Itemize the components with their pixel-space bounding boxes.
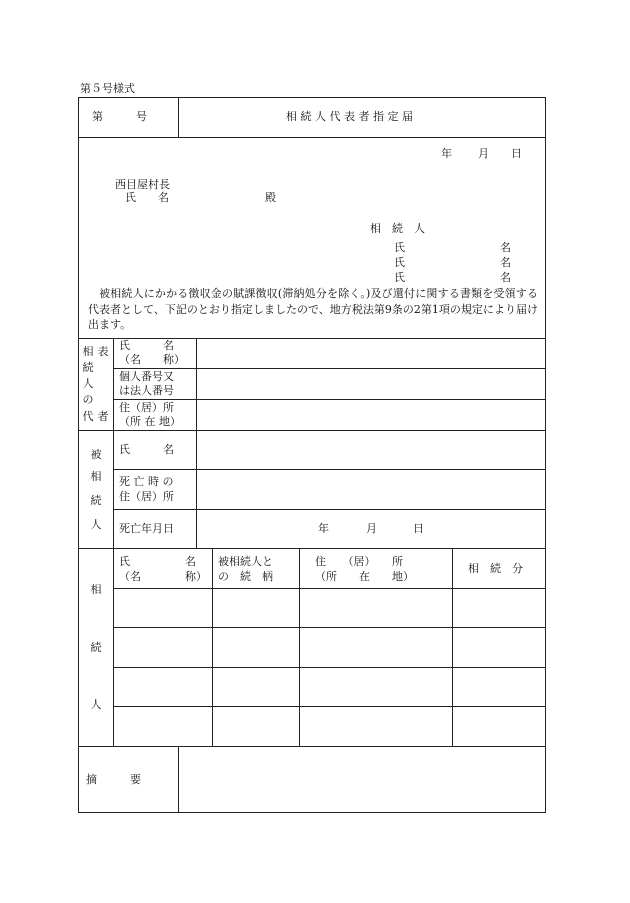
- date-day: 日: [511, 147, 522, 160]
- heirs-cell-name-r4[interactable]: [115, 708, 211, 745]
- heirs-group-label-2: 人: [90, 698, 102, 711]
- heirs-cell-relation-r3[interactable]: [214, 669, 298, 705]
- heirs-cell-relation-r2[interactable]: [214, 629, 298, 666]
- notification-body: 被相続人にかかる徴収金の賦課徴収(滞納処分を除く。)及び還付に関する書類を受領する代表者として、下記のとおり指定しましたので、地方税法第9条の2第1項の規定により届け出ます。: [88, 287, 538, 331]
- deceased-address-field[interactable]: [198, 471, 544, 508]
- heir-sign-mei-2: 名: [500, 256, 511, 269]
- heirs-col-name-1: 氏 名: [119, 555, 196, 568]
- heirs-cell-name-r2[interactable]: [115, 629, 211, 666]
- heirs-col-divider-1: [212, 548, 213, 746]
- deceased-group-label-0: 被: [90, 448, 102, 461]
- heirs-cell-relation-r1[interactable]: [214, 590, 298, 626]
- heirs-row-line-1: [113, 627, 546, 628]
- heirs-cell-relation-r4[interactable]: [214, 708, 298, 745]
- rep-name-field[interactable]: [198, 340, 544, 367]
- deceased-bottom-line: [78, 548, 546, 549]
- summary-label: 摘 要: [86, 773, 141, 786]
- deceased-group-label-2: 続: [90, 494, 102, 507]
- summary-field[interactable]: [180, 748, 544, 811]
- heirs-cell-name-r3[interactable]: [115, 669, 211, 705]
- rep-name-label-2: （名 称）: [119, 353, 185, 366]
- rep-group-label-col1-2: 人: [82, 377, 94, 390]
- header-bottom-line: [78, 137, 546, 138]
- heirs-row-line-2: [113, 667, 546, 668]
- number-label: 第 号: [92, 110, 147, 123]
- heirs-row-line-3: [113, 706, 546, 707]
- heirs-col-address-2: （所 在 地）: [315, 570, 414, 583]
- deceased-group-label-3: 人: [90, 518, 102, 531]
- date-month: 月: [478, 147, 489, 160]
- rep-address-field[interactable]: [198, 401, 544, 429]
- heirs-cell-share-r3[interactable]: [454, 669, 544, 705]
- form-title: 相 続 人 代 表 者 指 定 届: [286, 110, 413, 123]
- addressee-name-label: 氏 名: [125, 191, 169, 204]
- form-number: 第５号様式: [80, 82, 135, 95]
- summary-divider: [178, 746, 179, 813]
- heir-sign-mei-3: 名: [500, 271, 511, 284]
- rep-group-label-col1-3: の: [82, 393, 94, 406]
- header-divider: [178, 97, 179, 137]
- deceased-group-label-1: 相: [90, 470, 102, 483]
- heirs-cell-share-r2[interactable]: [454, 629, 544, 666]
- heirs-bottom-line: [78, 746, 546, 747]
- heir-sign-shi-2: 氏: [394, 256, 405, 269]
- heirs-header-line: [113, 588, 546, 589]
- rep-group-label-col1-0: 相: [82, 345, 94, 358]
- heirs-cell-share-r4[interactable]: [454, 708, 544, 745]
- rep-number-label-1: 個人番号又: [119, 370, 174, 383]
- heirs-group-label-0: 相: [90, 583, 102, 596]
- deceased-date-label: 死亡年月日: [119, 522, 174, 535]
- heir-sign-shi-3: 氏: [394, 271, 405, 284]
- heirs-sign-label: 相 続 人: [370, 222, 425, 235]
- heirs-col-relation-2: の 続 柄: [218, 570, 273, 583]
- deceased-date-day: 日: [413, 522, 424, 535]
- label-divider: [196, 338, 197, 548]
- rep-number-label-2: は法人番号: [119, 384, 174, 397]
- deceased-date-year: 年: [318, 522, 329, 535]
- heirs-col-divider-3: [452, 548, 453, 746]
- rep-group-label-col2-0: 表: [97, 345, 109, 358]
- addressee-honorific: 殿: [265, 191, 276, 204]
- rep-name-label-1: 氏 名: [119, 339, 174, 352]
- rep-address-label-1: 住（居）所: [119, 401, 174, 414]
- rep-number-field[interactable]: [198, 370, 544, 398]
- deceased-name-label: 氏 名: [119, 443, 174, 456]
- heirs-col-address-1: 住 （居） 所: [315, 555, 403, 568]
- heirs-cell-address-r3[interactable]: [301, 669, 451, 705]
- heir-sign-shi-1: 氏: [394, 241, 405, 254]
- deceased-name-field[interactable]: [198, 432, 544, 468]
- heirs-cell-address-r4[interactable]: [301, 708, 451, 745]
- rep-address-label-2: （所 在 地）: [119, 415, 181, 428]
- rep-group-label-col1-4: 代: [82, 410, 94, 423]
- rep-line-1: [113, 368, 546, 369]
- deceased-line-1: [113, 469, 546, 470]
- heirs-col-relation-1: 被相続人と: [218, 555, 273, 568]
- heirs-col-share: 相 続 分: [468, 562, 523, 575]
- heir-sign-mei-1: 名: [500, 241, 511, 254]
- heirs-cell-name-r1[interactable]: [115, 590, 211, 626]
- rep-group-label-col2-1: 者: [97, 410, 109, 423]
- date-year: 年: [441, 147, 452, 160]
- deceased-line-2: [113, 509, 546, 510]
- deceased-date-month: 月: [366, 522, 377, 535]
- heirs-cell-share-r1[interactable]: [454, 590, 544, 626]
- heirs-col-name-2: （名 称）: [119, 570, 207, 583]
- heirs-cell-address-r1[interactable]: [301, 590, 451, 626]
- heirs-cell-address-r2[interactable]: [301, 629, 451, 666]
- deceased-address-label-2: 住（居）所: [119, 490, 174, 503]
- deceased-address-label-1: 死 亡 時 の: [119, 475, 174, 488]
- rep-line-2: [113, 399, 546, 400]
- addressee-office: 西目屋村長: [115, 178, 170, 191]
- rep-group-label-col1-1: 続: [82, 361, 94, 374]
- rep-bottom-line: [78, 430, 546, 431]
- heirs-group-label-1: 続: [90, 641, 102, 654]
- heirs-col-divider-2: [299, 548, 300, 746]
